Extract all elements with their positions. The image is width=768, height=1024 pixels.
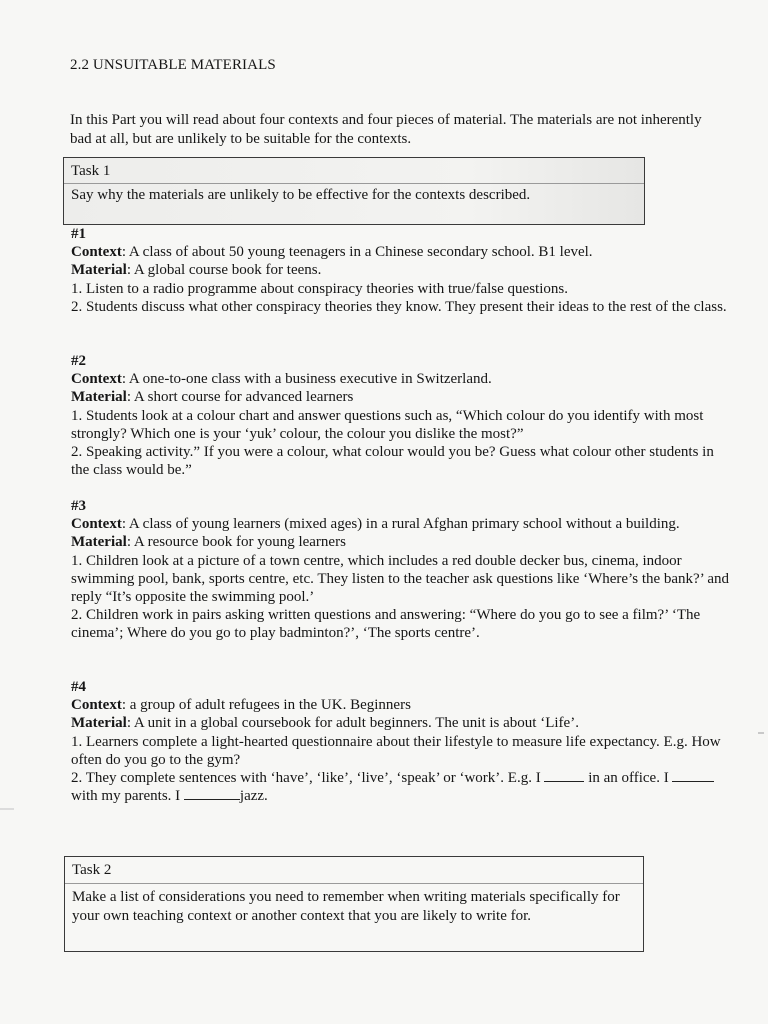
intro-paragraph: In this Part you will read about four contexts and four pieces of material. The materials are not inherently bad at all, but are unlikely to be suitable for the contexts.: [70, 112, 702, 147]
section-item-2: 2. Children work in pairs asking written questions and answering: “Where do you go to see a film?’ ‘The cinema’; Where do you go to play badminton?’, ‘The sports centre’.: [71, 607, 701, 642]
task-2-divider: [65, 883, 643, 884]
context-label: Context: [71, 244, 122, 261]
scan-mark: [758, 732, 764, 734]
section-number: #4: [71, 679, 86, 695]
context-label: Context: [71, 371, 122, 388]
section-material: [71, 533, 731, 551]
context-label: Context: [71, 516, 122, 533]
material-label: Material: [71, 715, 127, 732]
section-item-1: 1. Children look at a picture of a town centre, which includes a red double decker bus, cinema, indoor swimming pool, bank, sports centre, etc. They listen to the teacher ask questions like ‘Where’s the bank?’ and reply “It’s opposite the swimming pool.’: [71, 552, 730, 606]
section-item-2: 2. Students discuss what other conspiracy theories they know. They present their ideas to the rest of the class.: [71, 298, 727, 315]
material-label: Material: [71, 389, 127, 406]
section-context: [71, 696, 731, 714]
section-context: [71, 370, 731, 388]
item-2-part-a: 2. They complete sentences with ‘have’, ‘like’, ‘live’, ‘speak’ or ‘work’. E.g. I: [71, 770, 541, 787]
material-text: : A global course book for teens.: [126, 262, 322, 279]
task-2-text: Make a list of considerations you need to remember when writing materials specifically for your own teaching context or another context that you are likely to write for.: [72, 889, 620, 924]
section-item-2: 2. Speaking activity.” If you were a colour, what colour would you be? Guess what colour other students in the class would be.”: [71, 444, 714, 479]
section-context: [71, 515, 731, 533]
section-material: [71, 388, 731, 406]
material-label: Material: [71, 262, 127, 279]
section-4: [71, 678, 731, 805]
section-1: [71, 225, 731, 316]
task-1-divider: [64, 183, 644, 184]
scan-mark: [0, 808, 14, 810]
section-item-1: 1. Listen to a radio programme about conspiracy theories with true/false questions.: [71, 280, 568, 297]
section-item-2: [71, 769, 731, 805]
section-context: [71, 243, 731, 261]
item-2-part-b: in an office. I: [588, 770, 669, 787]
section-number: #3: [71, 498, 86, 514]
item-2-part-c: with my parents. I: [71, 788, 181, 805]
blank-line: [184, 787, 240, 800]
task-1-label: Task 1: [71, 163, 111, 179]
task-2-label: Task 2: [72, 862, 112, 878]
section-item-1: 1. Students look at a colour chart and answer questions such as, “Which colour do you identify with most strongly? Which one is your ‘yuk’ colour, the colour you dislike the most?”: [71, 407, 704, 442]
context-label: Context: [71, 697, 122, 714]
task-2-box: [64, 856, 644, 952]
material-text: : A resource book for young learners: [126, 534, 346, 551]
section-material: [71, 261, 731, 279]
material-text: : A unit in a global coursebook for adult beginners. The unit is about ‘Life’.: [126, 715, 579, 732]
context-text: : a group of adult refugees in the UK. Beginners: [121, 697, 411, 714]
context-text: : A one-to-one class with a business executive in Switzerland.: [121, 371, 492, 388]
section-material: [71, 714, 731, 732]
context-text: : A class of young learners (mixed ages) in a rural Afghan primary school without a building.: [121, 516, 680, 533]
item-2-part-d: jazz.: [239, 788, 268, 805]
page-title: 2.2 UNSUITABLE MATERIALS: [70, 57, 276, 73]
blank-line: [672, 769, 714, 782]
material-label: Material: [71, 534, 127, 551]
task-1-text: Say why the materials are unlikely to be effective for the contexts described.: [71, 187, 531, 203]
task-1-box: [63, 157, 645, 225]
blank-line: [544, 769, 584, 782]
section-number: #2: [71, 353, 86, 369]
section-number: #1: [71, 226, 86, 242]
section-2: [71, 352, 731, 479]
section-3: [71, 497, 731, 643]
section-item-1: 1. Learners complete a light-hearted questionnaire about their lifestyle to measure life expectancy. E.g. How often do you go to the gym?: [71, 733, 721, 768]
material-text: : A short course for advanced learners: [126, 389, 354, 406]
context-text: : A class of about 50 young teenagers in a Chinese secondary school. B1 level.: [121, 244, 593, 261]
